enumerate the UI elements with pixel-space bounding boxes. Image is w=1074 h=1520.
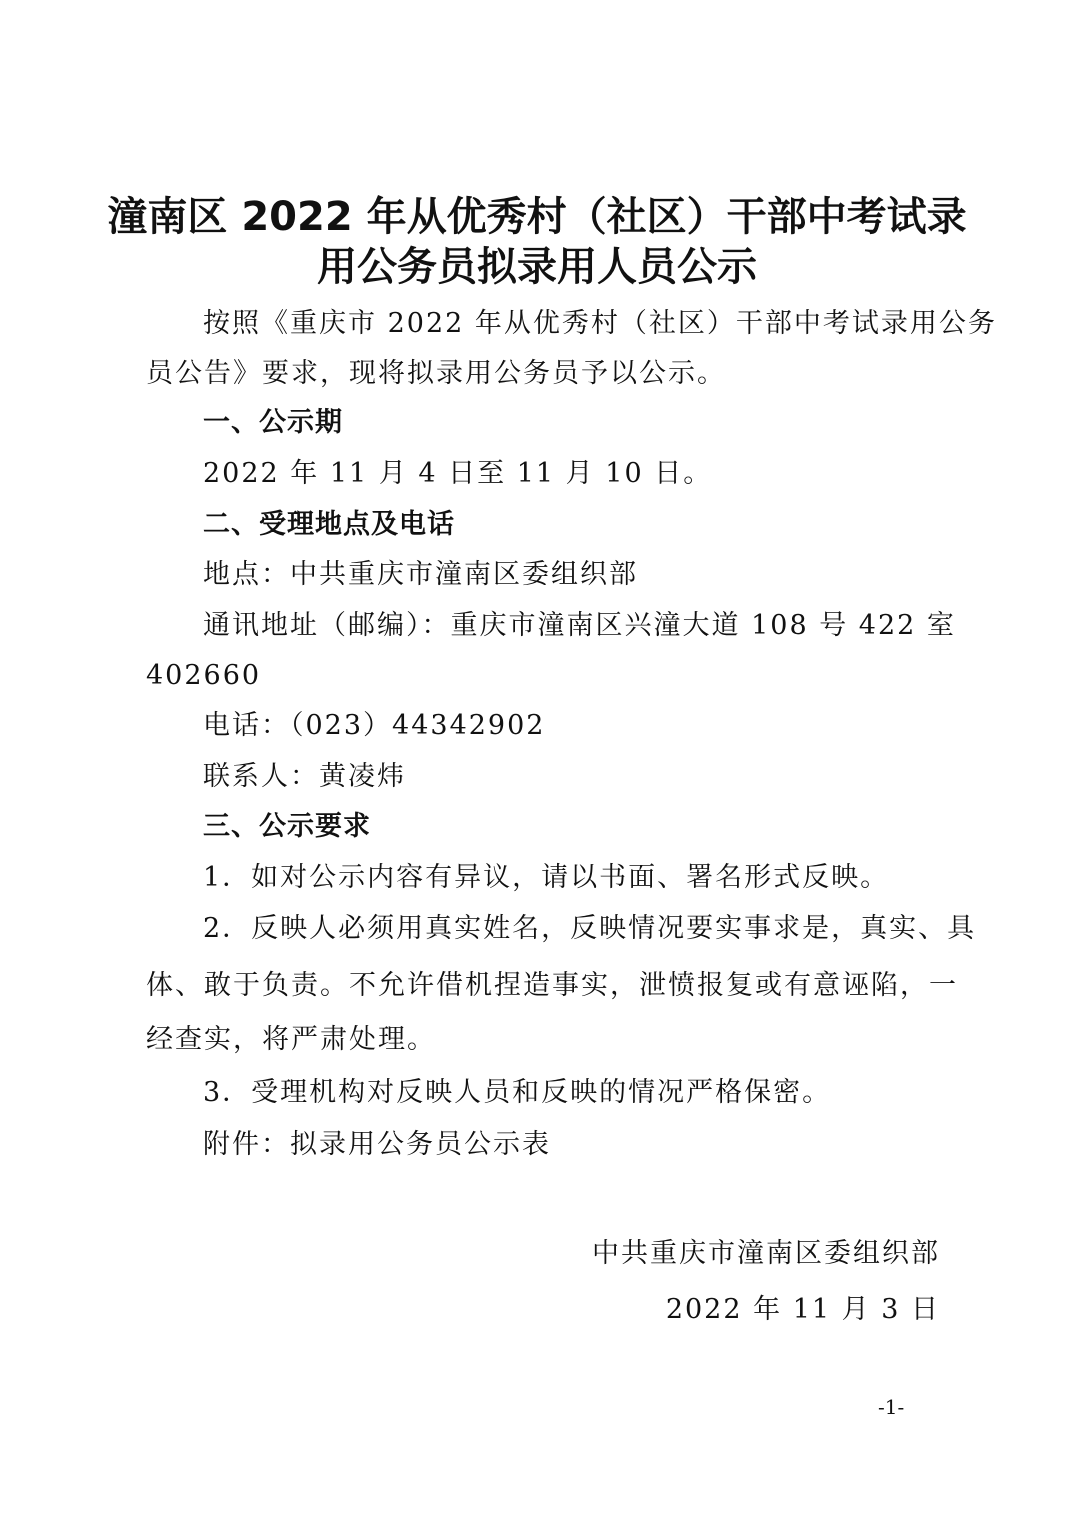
requirement-item-2-line-2: 体、敢于负责。不允许借机捏造事实，泄愤报复或有意诬陷，一 — [146, 970, 958, 1001]
intro-paragraph-line-1: 按照《重庆市 2022 年从优秀村（社区）干部中考试录用公务 — [203, 308, 997, 339]
phone-text: 电话：（023）44342902 — [203, 710, 546, 741]
attachment-text: 附件：拟录用公务员公示表 — [203, 1129, 551, 1160]
section-heading-contact: 二、受理地点及电话 — [203, 509, 455, 540]
document-title-line-2: 用公务员拟录用人员公示 — [317, 244, 757, 290]
page-number: -1- — [878, 1395, 905, 1419]
requirement-item-1: 1．如对公示内容有异议，请以书面、署名形式反映。 — [203, 862, 890, 893]
contact-person-text: 联系人：黄凌炜 — [203, 761, 406, 792]
address-line-1: 通讯地址（邮编）：重庆市潼南区兴潼大道 108 号 422 室 — [203, 610, 956, 641]
document-title-line-1: 潼南区 2022 年从优秀村（社区）干部中考试录 — [107, 194, 967, 240]
location-text: 地点：中共重庆市潼南区委组织部 — [203, 559, 638, 590]
requirement-item-3: 3．受理机构对反映人员和反映的情况严格保密。 — [203, 1077, 832, 1108]
signature-organization: 中共重庆市潼南区委组织部 — [592, 1238, 940, 1269]
intro-paragraph-line-2: 员公告》要求，现将拟录用公务员予以公示。 — [146, 358, 726, 389]
requirement-item-2-line-1: 2．反映人必须用真实姓名，反映情况要实事求是，真实、具 — [203, 913, 977, 944]
section-heading-requirements: 三、公示要求 — [203, 811, 371, 842]
section-heading-publicity-period: 一、公示期 — [203, 407, 343, 438]
address-line-2: 402660 — [146, 660, 262, 691]
requirement-item-2-line-3: 经查实，将严肃处理。 — [146, 1024, 436, 1055]
signature-date: 2022 年 11 月 3 日 — [665, 1294, 940, 1325]
publicity-period-text: 2022 年 11 月 4 日至 11 月 10 日。 — [203, 458, 713, 489]
